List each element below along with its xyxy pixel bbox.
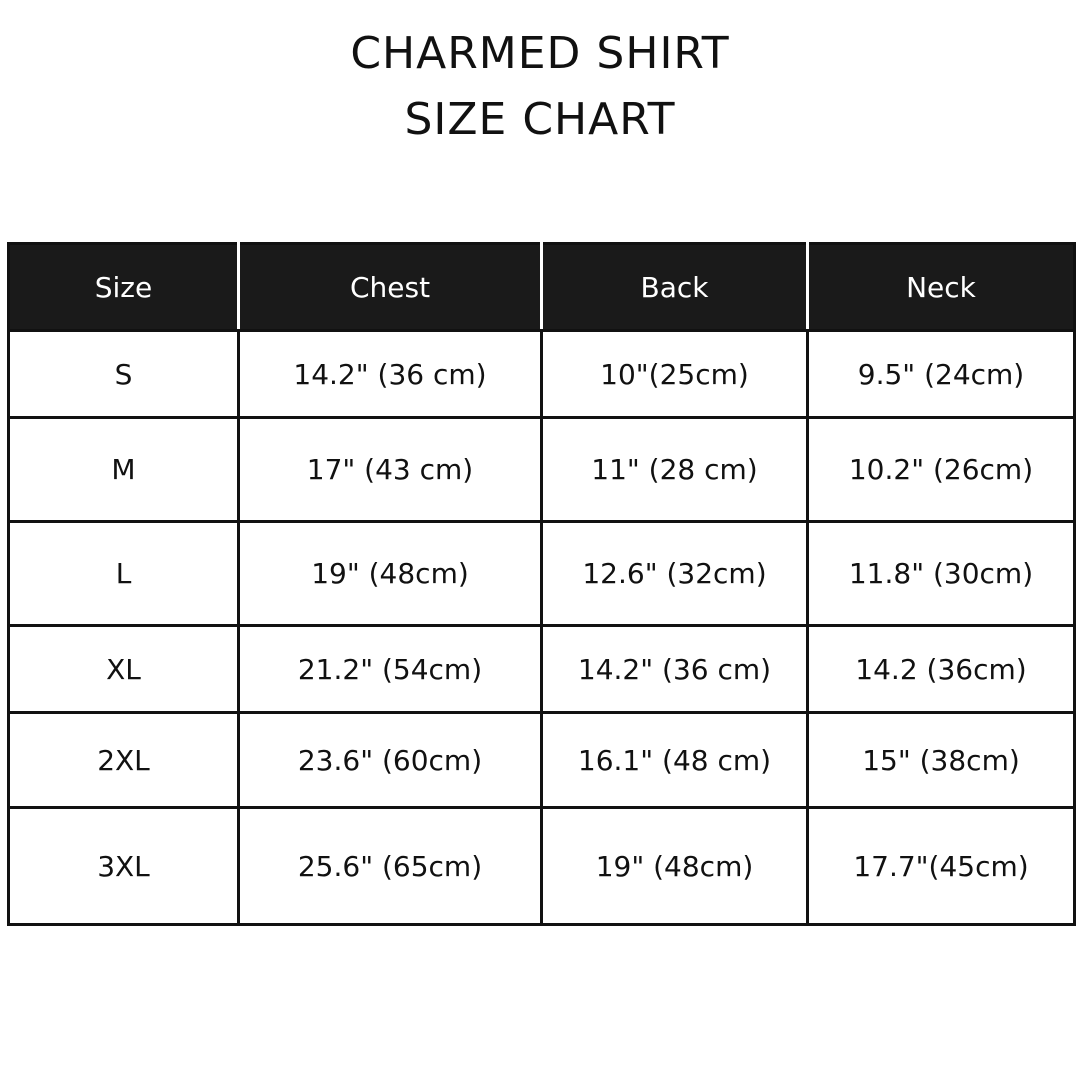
size-cell: XL (9, 626, 239, 713)
column-header-neck: Neck (808, 244, 1075, 331)
size-cell: M (9, 418, 239, 522)
chest-cell: 23.6" (60cm) (239, 713, 542, 808)
column-header-chest: Chest (239, 244, 542, 331)
table-row (9, 418, 1075, 522)
size-chart-table (7, 242, 1076, 926)
size-cell: 3XL (9, 808, 239, 925)
chart-title-line2: SIZE CHART (404, 94, 676, 145)
neck-cell: 11.8" (30cm) (808, 522, 1075, 626)
chest-cell: 25.6" (65cm) (239, 808, 542, 925)
table-row (9, 626, 1075, 713)
chest-cell: 17" (43 cm) (239, 418, 542, 522)
chest-cell: 21.2" (54cm) (239, 626, 542, 713)
size-cell: S (9, 331, 239, 418)
table-row (9, 331, 1075, 418)
back-cell: 12.6" (32cm) (542, 522, 808, 626)
table-row (9, 713, 1075, 808)
neck-cell: 9.5" (24cm) (808, 331, 1075, 418)
back-cell: 11" (28 cm) (542, 418, 808, 522)
neck-cell: 14.2 (36cm) (808, 626, 1075, 713)
back-cell: 14.2" (36 cm) (542, 626, 808, 713)
chest-cell: 19" (48cm) (239, 522, 542, 626)
neck-cell: 15" (38cm) (808, 713, 1075, 808)
column-header-back: Back (542, 244, 808, 331)
back-cell: 16.1" (48 cm) (542, 713, 808, 808)
column-header-size: Size (9, 244, 239, 331)
neck-cell: 10.2" (26cm) (808, 418, 1075, 522)
size-cell: L (9, 522, 239, 626)
size-cell: 2XL (9, 713, 239, 808)
chest-cell: 14.2" (36 cm) (239, 331, 542, 418)
chart-title-line1: CHARMED SHIRT (350, 28, 730, 79)
table-header-row (9, 244, 1075, 331)
neck-cell: 17.7"(45cm) (808, 808, 1075, 925)
table-row (9, 522, 1075, 626)
back-cell: 19" (48cm) (542, 808, 808, 925)
back-cell: 10"(25cm) (542, 331, 808, 418)
table-row (9, 808, 1075, 925)
